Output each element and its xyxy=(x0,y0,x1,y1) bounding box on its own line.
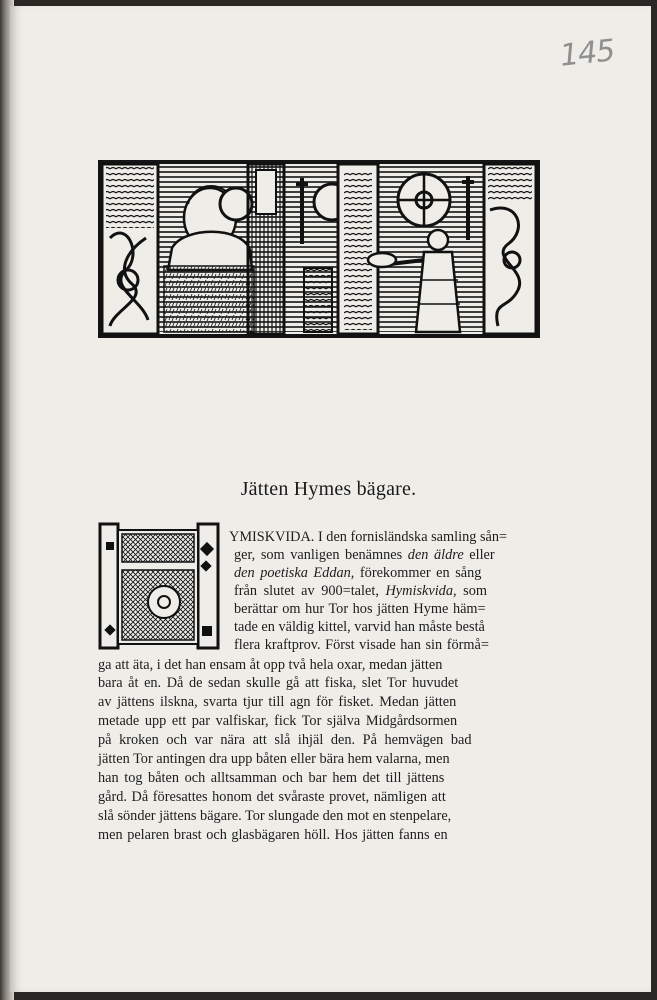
text-line: jätten Tor antingen dra upp båten eller bära hem valarna, men xyxy=(98,751,450,767)
text-line: tade en väldig kittel, varvid han måste bestå xyxy=(234,619,485,635)
text-line: berättar om hur Tor hos jätten Hyme häm= xyxy=(234,601,486,617)
text-line: YMISKVIDA. I den fornisländska samling sån= xyxy=(229,529,508,545)
text-line: ger, som vanligen benämnes den äldre eller xyxy=(234,547,495,563)
text-line: men pelaren brast och glasbägaren höll. Hos jätten fanns en xyxy=(98,827,448,843)
text-line: av jättens ilskna, svarta tjur till agn för fisket. Medan jätten xyxy=(98,694,457,710)
text-line: på kroken och var nära att slå ihjäl den. På hemvägen bad xyxy=(98,732,472,748)
text-line: ga att äta, i det han ensam åt opp två hela oxar, medan jätten xyxy=(98,657,443,673)
chapter-title: Jätten Hymes bägare. xyxy=(240,478,417,500)
text-line: flera kraftprov. Först visade han sin förmå= xyxy=(234,637,489,653)
text-line: metade upp ett par valfiskar, fick Tor själva Midgårdsormen xyxy=(98,713,458,729)
text-line: gård. Då föresattes honom det svåraste provet, nämligen att xyxy=(98,789,446,805)
text-line: bara åt en. Då de sedan skulle gå att fiska, slet Tor huvudet xyxy=(98,675,459,691)
text-line: han tog båten och alltsamman och bar hem det till jättens xyxy=(98,770,445,786)
text-line: från slutet av 900=talet, Hymiskvida, som xyxy=(234,583,487,599)
decorative-drop-cap-h xyxy=(98,522,220,650)
text-line: slå sönder jättens bägare. Tor slungade den mot en stenpelare, xyxy=(98,808,452,824)
header-woodcut-illustration xyxy=(98,160,540,338)
handwritten-page-number: 145 xyxy=(558,33,616,74)
text-line: den poetiska Eddan, förekommer en sång xyxy=(234,565,482,581)
